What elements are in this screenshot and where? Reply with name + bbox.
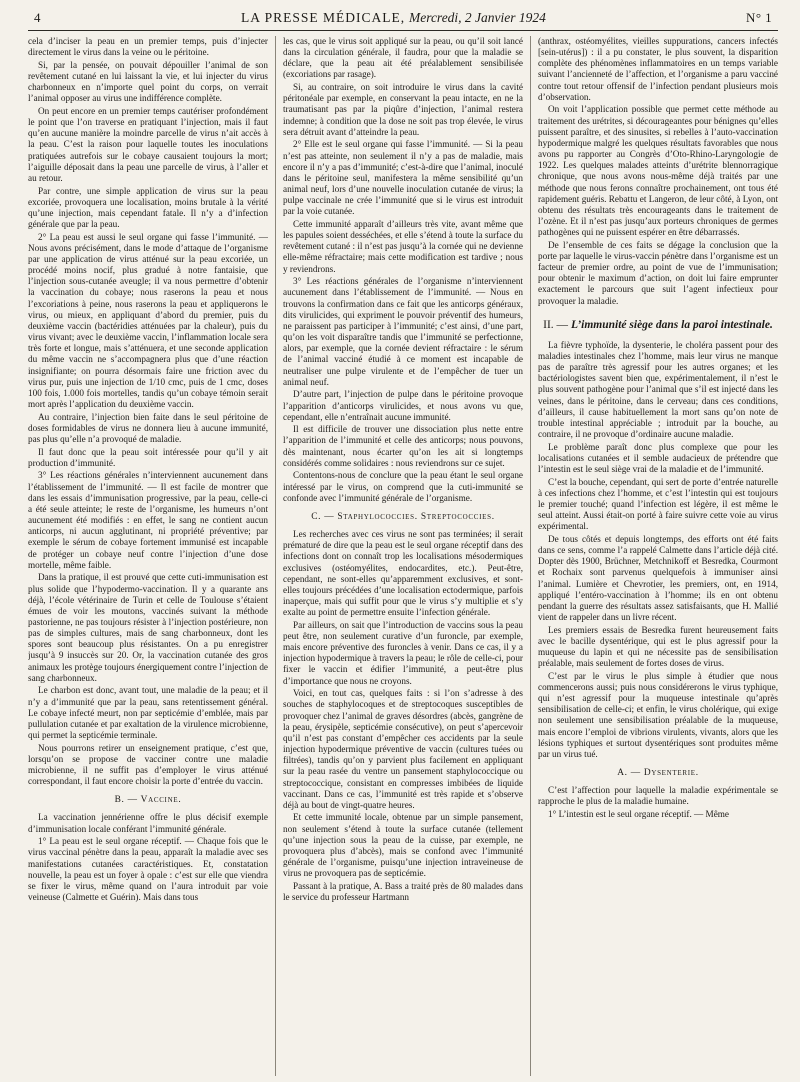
paragraph: La vaccination jennérienne offre le plus décisif exemple d’immunisation locale conférant l’immunité générale.	[28, 812, 268, 834]
paragraph: Nous pourrons retirer un enseignement pratique, c’est que, lorsqu’on se propose de vacciner contre une maladie microbienne, il ne suffit pas d’employer le virus atténué correspondant, il faut encore choisir la porte d’entrée du vaccin.	[28, 742, 268, 787]
paragraph: Contentons-nous de conclure que la peau étant le seul organe intéressé par le virus, on comprend que la cuti-immunité se confonde avec l’immunité générale de l’organisme.	[283, 470, 523, 503]
paragraph: La fièvre typhoïde, la dysenterie, le choléra passent pour des maladies intestinales chez l’homme, mais leur virus ne manque pas de paraître très agressif pour les autres organes; et les bactériologistes savent bien que, expérimentalement, il n’est le plus souvent pathogène pour l’animal que s’il est injecté dans les veines, dans le péritoine, dans le cerveau; dans ces conditions, d’ailleurs, il cause habituellement la mort sans qu’on note de trouble intestinal appréciable ; introduit par la bouche, au contraire, il ne provoque d’ordinaire aucune maladie.	[538, 339, 778, 439]
paragraph: Par ailleurs, on sait que l’introduction de vaccins sous la peau peut être, non seulement curative d’un furoncle, par exemple, mais encore préventive des furoncles à venir. Dans ce cas, il y a injection hypodermique à travers la peau; le rôle de celle-ci, pour fixer le vaccin et édifier l’immunité, a peut-être plus d’importance que nous ne croyons.	[283, 619, 523, 686]
paragraph: Au contraire, l’injection bien faite dans le seul péritoine de doses formidables de virus ne donnera lieu à aucune immunité, pas plus qu’elle n’a provoqué de maladie.	[28, 411, 268, 444]
paragraph: Passant à la pratique, A. Bass a traité près de 80 malades dans le service du professeur Hartmann	[283, 880, 523, 903]
running-head	[28, 10, 778, 31]
paragraph: 1° La peau est le seul organe réceptif. — Chaque fois que le virus vaccinal pénètre dans la peau, apparaît la maladie avec ses manifestations cutanées caractéristiques. Et, constatation nouvelle, la peau est un foyer à opale : c’est sur elle que viendra se fixer le virus, même quand on l’aura introduit par voie veineuse (Calmette et Guérin). Mais dans tous	[28, 836, 268, 903]
section-heading-staphylococcies: C. — Staphylococcies. Streptococcies.	[311, 511, 495, 522]
column-3	[530, 36, 778, 1076]
paragraph: Il faut donc que la peau soit intéressée pour qu’il y ait production d’immunité.	[28, 446, 268, 468]
text-columns	[28, 36, 778, 1076]
paragraph: 1° L’intestin est le seul organe réceptif. — Même	[548, 809, 729, 819]
paragraph: D’autre part, l’injection de pulpe dans le péritoine provoque l’apparition d’anticorps virulicides, et nous avons vu que, cependant, elle n’entraînait aucune immunité.	[283, 389, 523, 422]
paragraph: Si, au contraire, on soit introduire le virus dans la cavité péritonéale par exemple, en conservant la peau intacte, en ne la traumatisant pas par la piqûre d’injection, l’animal restera indemne; à condition que la dose ne soit pas trop élevée, le virus sera détruit avant d’atteindre la peau.	[283, 82, 523, 137]
paragraph: 2° La peau est aussi le seul organe qui fasse l’immunité. — Nous avons précisément, dans le mode d’attaque de l’organisme par une application de virus atténué sur la peau excoriée, un procédé moins nocif, plus gradué à notre fantaisie, que l’injection sous-cutanée aveugle; il va nous permettre d’obtenir la vaccination du cobaye; nous raserons la peau et nous l’excoriations à peine, nous raserons la peau et appliquerons le virus, ou mieux, en appliquant d’abord du premier, puis du deuxième vaccin (bactéridies atténuées par la chaleur), puis du virus vivant; avec le deuxième vaccin, l’inflammation locale sera très forte et longue, mais s’atténuera, et une seconde application du même vaccin ne s’accompagnera plus que d’une réaction insignifiante; on pourra désormais faire une friction avec du virus pur, puis une injection de 1/10 cmc, puis de 1 cmc, doses 100 fois, 1.000 fois mortelles, tandis qu’un cobaye témoin serait mort après l’application du deuxième vaccin.	[28, 231, 268, 409]
section-title: L’immunité siège dans la paroi intestinale.	[570, 318, 773, 331]
paragraph: (anthrax, ostéomyélites, vieilles suppurations, cancers infectés [sein-utérus]) : il a pu constater, le plus souvent, la disparition complète des phénomènes inflammatoires en un temps variable suivant l’ancienneté de l’affection, et l’organisme a paru vacciné contre tout retour offensif de l’infection pendant plusieurs mois d’observation.	[538, 36, 778, 102]
paragraph: Les premiers essais de Besredka furent heureusement faits avec le bacille dysentérique, qui est le plus agressif pour la muqueuse du lapin et qui ne nécessite pas de sensibilisation préalable, mais seulement de fortes doses de virus.	[538, 624, 778, 669]
paragraph: Dans la pratique, il est prouvé que cette cuti-immunisation est plus solide que l’hypodermo-vaccination. Il y a quarante ans déjà, l’école vétérinaire de Turin et celle de Toulouse s’étaient émues de voir les moutons, vaccinés suivant la méthode pastorienne, ne pas toujours résister à l’injection postérieure, non pas de simples cultures, mais de sang charbonneux, dont les spores sont beaucoup plus résistantes. On a pu enregistrer jusqu’à 9 insuccès sur 20. Or, la vaccination cutanée des gros animaux les protège toujours énergiquement contre l’injection de sang charbonneux.	[28, 572, 268, 683]
section-number: II. —	[543, 318, 569, 331]
paragraph: 3° Les réactions générales n’interviennent aucunement dans l’établissement de l’immunité. — Il est facile de montrer que dans les essais d’immunisation progressive, par la peau, celle-ci a été seule atteinte; le reste de l’organisme, les humeurs n’ont aucunement été modifiés : en effet, le sang ne contient aucun anticorps, ni aucun agglutinant, ni propriété préventive; par exemple le sérum de cobaye fortement immunisé est incapable de protéger un cobaye neuf contre l’injection d’une dose mortelle, même faible.	[28, 470, 268, 570]
issue-number: N° 1	[746, 10, 772, 25]
paragraph: cela d’inciser la peau en un premier temps, puis d’injecter directement le virus dans la veine ou le péritoine.	[28, 36, 268, 58]
paragraph: C’est l’affection pour laquelle la maladie expérimentale se rapproche le plus de la maladie humaine.	[538, 785, 778, 807]
paragraph: 3° Les réactions générales de l’organisme n’interviennent aucunement dans l’établissement de l’immunité. — Nous en trouvons la confirmation dans ce fait que les anticorps généraux, dits virulicides, qui expriment le pouvoir préventif des humeurs, ne paraissent pas participer à l’immunité; c’est ainsi, d’une part, qu’on les voit disparaître tandis que l’immunité se perfectionne, alors, par exemple, que la cornée devient réfractaire : le sérum de l’animal vacciné étudié à ce moment est incapable de neutraliser une pulpe virulente et de l’empêcher de tuer un animal neuf.	[283, 276, 523, 387]
paragraph: 2° Elle est le seul organe qui fasse l’immunité. — Si la peau n’est pas atteinte, non seulement il n’y a pas de maladie, mais encore il n’y a pas d’immunité; c’est-à-dire que l’animal, inoculé dans le péritoine seul, manifestera la même sensibilité qu’un animal neuf, lors d’une nouvelle inoculation cutanée de virus; la pulpe vaccinale ne crée l’immunité que si le virus est introduit par la voie cutanée.	[283, 139, 523, 217]
paragraph: Par contre, une simple application de virus sur la peau excoriée, provoquera une localisation, moins brutale à la vérité qu’une injection, mais cependant fatale. Il n’y a d’infection générale que par la peau.	[28, 185, 268, 229]
masthead	[241, 10, 546, 26]
column-1	[28, 36, 275, 1076]
paragraph: Le problème paraît donc plus complexe que pour les localisations cutanées et il semble audacieux de prétendre que l’intestin est le seul siège vrai de la maladie et de l’immunité.	[538, 441, 778, 474]
journal-title: LA PRESSE MÉDICALE,	[241, 10, 406, 25]
page-number: 4	[34, 10, 41, 25]
paragraph: Le charbon est donc, avant tout, une maladie de la peau; et il n’y a d’immunité que par la peau, sans retentissement général. Le cobaye infecté meurt, non par septicémie d’emblée, mais par pullulation cutanée et par exaltation de la virulence microbienne, qui permet la septicémie terminale.	[28, 685, 268, 741]
paragraph: On peut encore en un premier temps cautériser profondément le point que l’on traverse en pratiquant l’injection, mais il faut qu’en aucune manière la moindre parcelle de virus n’ait accès à la peau. C’est la raison pour laquelle toutes les inoculations pratiquées autrefois sur le cobaye causaient toujours la mort; l’aiguille déposait dans la peau une parcelle de virus, à l’aller et au retour.	[28, 105, 268, 183]
paragraph: Voici, en tout cas, quelques faits : si l’on s’adresse à des souches de staphylocoques et de streptocoques susceptibles de provoquer chez l’animal de graves désordres (abcès, gangrène de la peau, érysipèle, septicémie consécutive), on peut s’apercevoir qu’il n’est pas constant d’empêcher ces accidents par la seule injection hypodermique préventive de vaccin (cultures tuées ou filtrées), tandis qu’on y parvient plus facilement en appliquant sur la peau rasée du ventre un pansement staphylococcique ou streptococcique, consistant en compresses imbibées de liquide vaccinant. Dans ce cas, l’immunité est très rapide et s’observe déjà au bout de vingt-quatre heures.	[283, 688, 523, 810]
section-heading-vaccine: B. — Vaccine.	[114, 795, 182, 806]
paragraph: C’est la bouche, cependant, qui sert de porte d’entrée naturelle à ces infections chez l’homme, et c’est l’intestin qui est toujours le premier touché; quand l’infection est légère, il est même le seul atteint. Aussi était-on porté à faire suivre cette voie au virus expérimental.	[538, 476, 778, 532]
paragraph: Si, par la pensée, on pouvait dépouiller l’animal de son revêtement cutané en lui laissant la vie, et lui injecter du virus charbonneux en n’importe quel point du corps, on verrait l’animal opposer au virus une indifférence complète.	[28, 59, 268, 104]
paragraph: les cas, que le virus soit appliqué sur la peau, ou qu’il soit lancé dans la circulation générale, il faudra, pour que la maladie se déclare, que la peau ait été préalablement sensibilisée (excoriations par rasage).	[283, 36, 523, 80]
paragraph: On voit l’application possible que permet cette méthode au traitement des urétrites, si décourageantes pour bénignes qu’elles puissent paraître, et des sinusites, si rebelles à l’auto-vaccination hypodermique malgré les quelques résultats favorables que nous avons pu rapporter au Congrès d’Oto-Rhino-Laryngologie de 1922. Les quelques malades atteints d’urétrite blennorragique chronique, que nous avons nous-même déjà traités par une méthode que nous ferons connaître prochainement, ont tous été rapidement guéris. Rebattu et Langeron, de leur côté, à Lyon, ont obtenu des résultats très encourageants dans le traitement de l’ozène. Et il n’est pas jusqu’aux porteurs chroniques de germes pathogènes qui ne puissent espérer en être débarrassés.	[538, 104, 778, 238]
section-heading-dysentery: A. — Dysenterie.	[617, 768, 699, 779]
section-heading-intestinal-immunity	[538, 319, 778, 332]
paragraph: Il est difficile de trouver une dissociation plus nette entre l’apparition de l’immunité et celle des anticorps; nous pouvons, dès maintenant, nous écarter qu’on les ait si longtemps considérés comme solidaires : nous reviendrons sur ce sujet.	[283, 424, 523, 468]
paragraph: De l’ensemble de ces faits se dégage la conclusion que la porte par laquelle le virus-vaccin pénètre dans l’organisme est un facteur de premier ordre, au point de vue de l’immunisation; pour obtenir le maximum d’action, on doit lui faire emprunter exactement le parcours que suit l’agent infectieux pour provoquer la maladie.	[538, 239, 778, 306]
paragraph: Les recherches avec ces virus ne sont pas terminées; il serait prématuré de dire que la peau est le seul organe réceptif dans des infections dont on connaît trop les localisations mésodermiques exclusives (ostéomyélites, endocardites, etc.). Peut-être, cependant, ne sont-elles qu’apparemment exclusives, et sont-elles toujours précédées d’une localisation ectodermique, parfois inaperçue, mais qui suffit pour que le virus s’y multiplie et s’y exalte au point de permettre ensuite l’infection générale.	[283, 529, 523, 618]
paragraph: De tous côtés et depuis longtemps, des efforts ont été faits dans ce sens, comme l’a rappelé Calmette dans l’article déjà cité. Dopter dès 1900, Brüchner, Metchnikoff et Besredka, Courmont et Rochaix sont parvenus quelquefois à immuniser ainsi l’animal. Lumière et Chevrotier, les premiers, ont, en 1914, appliqué l’entéro-vaccination à l’homme; ils en ont obtenu pendant la guerre des résultats assez satisfaisants, que H. Mallié vient de rappeler dans un livre récent.	[538, 533, 778, 622]
paragraph: Et cette immunité locale, obtenue par un simple pansement, non seulement s’étend à toute la surface cutanée (tellement qu’une injection sous la peau de la cuisse, par exemple, ne provoquera plus d’abcès), mais se confond avec l’immunité générale de l’organisme, puisqu’une injection intraveineuse de virus ne provoquera pas de septicémie.	[283, 812, 523, 879]
column-2	[275, 36, 530, 1076]
paragraph: Cette immunité apparaît d’ailleurs très vite, avant même que les papules soient desséchées, et elle s’étend à toute la surface du revêtement cutané : il n’est pas jusqu’à la cornée qui ne devienne elle-même réfractaire; mais cette modification est tardive ; nous y reviendrons.	[283, 219, 523, 274]
paragraph: C’est par le virus le plus simple à étudier que nous commencerons aussi; puis nous considérerons le virus typhique, qui n’est agressif pour la muqueuse intestinale qu’après sensibilisation de celle-ci; et enfin, le virus cholérique, qui exige non seulement une sensibilisation préalable de la muqueuse, mais encore l’emploi de vibrions virulents, vivants, alors que les lésions typhiques et surtout dysentériques sont produites même par un virus tué.	[538, 670, 778, 759]
issue-date: Mercredi, 2 Janvier 1924	[408, 10, 546, 25]
